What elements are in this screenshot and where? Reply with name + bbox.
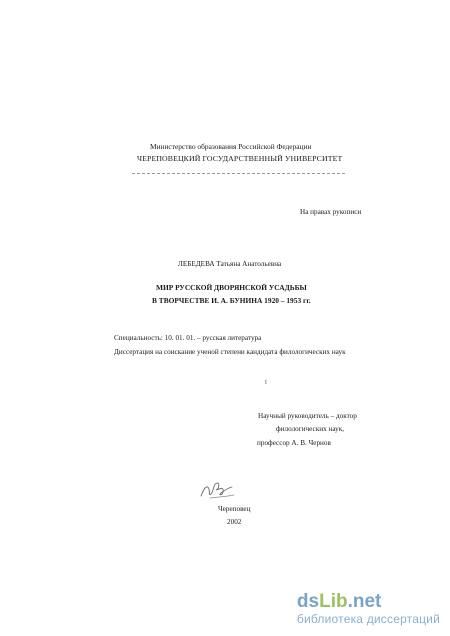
university-name: ЧЕРЕПОВЕЦКИЙ ГОСУДАРСТВЕННЫЙ УНИВЕРСИТЕТ	[137, 154, 343, 163]
supervisor-line-3: профессор А. В. Чернов	[257, 439, 331, 447]
thesis-title-line-1: МИР РУССКОЙ ДВОРЯНСКОЙ УСАДЬБЫ	[156, 283, 307, 292]
handwritten-signature	[198, 476, 238, 502]
dslib-watermark	[297, 592, 440, 626]
supervisor-line-1: Научный руководитель – доктор	[258, 412, 357, 420]
degree-line: Диссертация на соискание ученой степени кандидата филологических наук	[114, 348, 346, 356]
dslib-logo: dsLib.net	[296, 591, 382, 612]
year: 2002	[227, 518, 242, 526]
specialty-line: Специальность: 10. 01. 01. – русская литература	[114, 334, 262, 342]
ministry-line: Министерство образования Российской Федерации	[150, 142, 312, 151]
watermark-subtitle: библиотека диссертаций	[296, 612, 440, 626]
manuscript-rights-note: На правах рукописи	[300, 208, 362, 216]
author-name: ЛЕБЕДЕВА Татьяна Анатольевна	[178, 260, 282, 268]
thesis-title-line-2: В ТВОРЧЕСТВЕ И. А. БУНИНА 1920 – 1953 гг.	[152, 296, 311, 305]
stray-mark: t	[265, 378, 267, 386]
city-name: Череповец	[218, 505, 251, 513]
supervisor-line-2: филологических наук,	[276, 425, 345, 433]
header-divider	[132, 173, 345, 174]
